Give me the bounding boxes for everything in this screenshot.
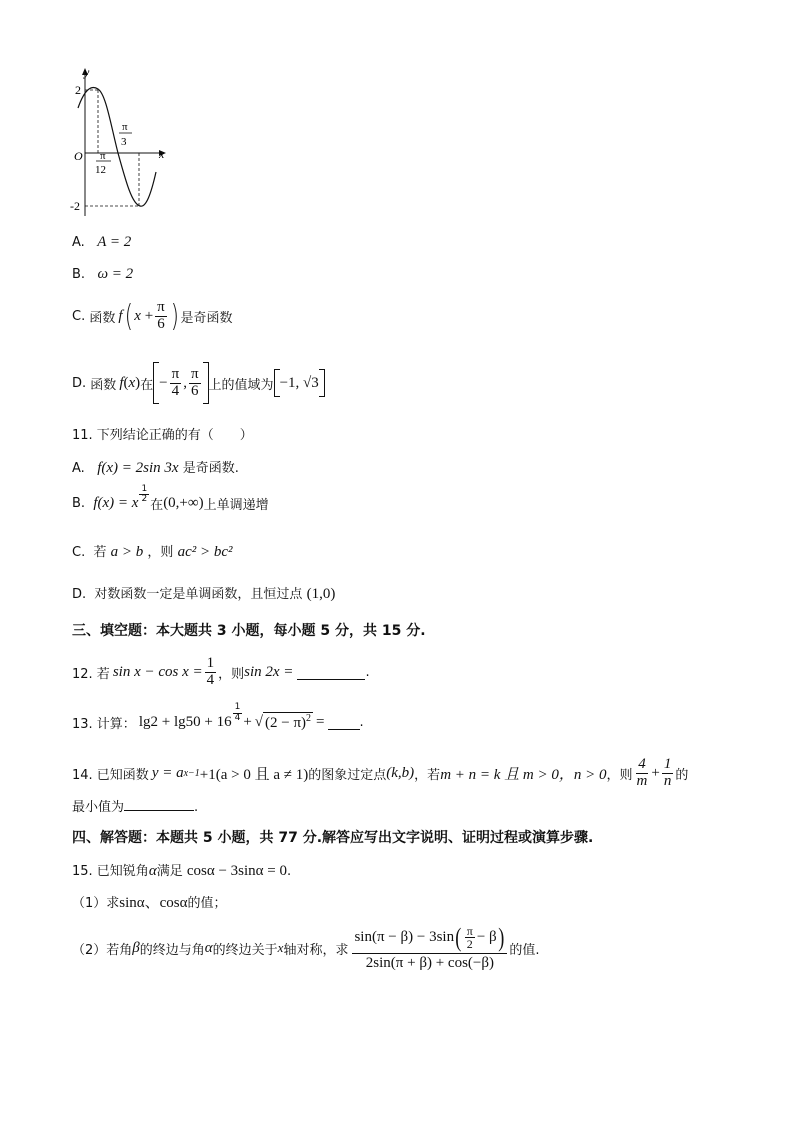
section-4-heading: 四、解答题：本题共 5 小题，共 77 分.解答应写出文字说明、证明过程或演算步骤. xyxy=(72,830,594,846)
q-text: ，则 xyxy=(218,666,245,682)
q10-option-b xyxy=(72,266,133,283)
q-text: 的 xyxy=(675,767,689,783)
q15-stem xyxy=(72,860,291,880)
frac-den: 6 xyxy=(157,316,165,332)
option-label: B. xyxy=(72,496,86,512)
frac-num: π xyxy=(171,365,180,382)
exp-num: 1 xyxy=(141,484,148,494)
frac-num: 4 xyxy=(638,756,646,772)
option-text: 在 xyxy=(150,498,164,514)
graph-svg xyxy=(70,64,180,224)
q-text: （2）若角 xyxy=(72,942,133,958)
option-text: 函数 xyxy=(89,311,116,326)
frac-den: 4 xyxy=(206,671,215,688)
x1-den: 12 xyxy=(95,164,106,176)
q10-option-c: C. 函数 f ( x + $\frac{\pi}{6}$ ) 是奇函数 xyxy=(72,299,233,334)
q-expr: = xyxy=(316,713,325,730)
q-text: . xyxy=(365,664,370,680)
q14-line1: 14. 已知函数 y = a x−1 +1(a > 0 且 a ≠ 1) 的图象过定点 (k,b) ，若 m + n = k 且 m > 0，n > 0 ，则 $\frac{4}{m}$ + $\frac{1}{n}$ 的 xyxy=(72,756,689,789)
option-label: A. xyxy=(72,461,85,476)
x1-num: π xyxy=(100,150,106,162)
q-expr: + xyxy=(243,713,252,730)
q-text: ，则 xyxy=(606,767,633,783)
q-text: . xyxy=(359,714,364,730)
q-text: 的值. xyxy=(509,942,540,958)
q14-line2 xyxy=(72,796,198,815)
big-fraction: sin(π − β) − 3sin ( $\frac{\pi}{2}$ − β ) 2sin(π + β) + cos(−β) xyxy=(352,924,507,972)
q11-option-a xyxy=(72,457,239,477)
exp-num: 1 xyxy=(234,702,241,713)
q-expr: y = a xyxy=(151,764,184,781)
option-text: 若 xyxy=(93,545,107,560)
frac-den: 4 xyxy=(171,382,180,399)
q-expr: α xyxy=(204,939,213,956)
q13: 13. 计算： lg2 + lg50 + 16 $\frac{1}{4}$ + √ $(2 - \pi)^2$ = . xyxy=(72,702,364,732)
option-expr: ω = 2 xyxy=(97,266,134,282)
section-3-heading: 三、填空题：本大题共 3 小题，每小题 5 分，共 15 分. xyxy=(72,623,426,639)
option-expr: a > b xyxy=(110,544,144,560)
q-expr: sin 2x = xyxy=(244,663,294,680)
q-text: 14. 已知函数 xyxy=(72,767,149,783)
q-expr: sinα、cosα xyxy=(119,895,188,911)
q-text: 的值； xyxy=(187,896,227,911)
q-expr: x xyxy=(277,940,284,956)
option-expr: f(x) = x xyxy=(93,495,139,512)
exp: x−1 xyxy=(183,767,200,779)
frac-num: π xyxy=(157,299,165,316)
q-text: 轴对称，求 xyxy=(283,942,349,958)
max-label: 2 xyxy=(75,83,81,97)
option-text: 上单调递增 xyxy=(203,498,269,514)
root-expr: (2 − π) xyxy=(265,715,307,731)
option-text: 是奇函数. xyxy=(182,461,239,476)
frac-num: 1 xyxy=(206,655,215,671)
answer-blank xyxy=(328,715,360,730)
q-expr: cosα − 3sinα = 0 xyxy=(186,863,287,879)
frac-den: n xyxy=(663,772,672,789)
y-label: y xyxy=(84,65,90,79)
q-expr: (k,b) xyxy=(386,764,415,781)
q15-part1 xyxy=(72,891,227,912)
q11-option-c xyxy=(72,541,233,561)
q-text: 的终边关于 xyxy=(212,942,278,958)
x-label: x xyxy=(159,147,165,161)
option-expr: f(x) = 2sin 3x xyxy=(97,460,179,476)
q-expr: sin x − cos x = xyxy=(112,663,203,680)
q11-option-b xyxy=(72,484,269,514)
exp-den: 2 xyxy=(141,494,148,505)
q-text: . xyxy=(194,800,199,815)
q15-part2 xyxy=(72,924,539,972)
option-text: 对数函数一定是单调函数，且恒过点 xyxy=(94,587,303,602)
q-text: . xyxy=(286,864,292,879)
sine-curve xyxy=(78,87,156,206)
q-text: 15. 已知锐角 xyxy=(72,864,149,879)
option-text: ，则 xyxy=(147,545,174,560)
frac-num-part: − β xyxy=(476,928,497,945)
option-label: C. xyxy=(72,309,86,324)
q-text: 的终边与角 xyxy=(139,942,205,958)
exp-den: 4 xyxy=(234,712,241,723)
option-label: A. xyxy=(72,235,85,250)
option-text: 在 xyxy=(140,377,154,393)
frac-num: 1 xyxy=(663,756,672,772)
option-label: C. xyxy=(72,545,86,560)
q-text: 的图象过定点 xyxy=(308,767,387,783)
frac-num-part: sin(π − β) − 3sin xyxy=(354,928,455,945)
q-expr: β xyxy=(132,939,140,956)
frac-den: m xyxy=(636,772,648,789)
q10-option-d: D. 函数 f ( x ) 在 − $\frac{\pi}{4}$ , $\frac{\pi}{6}$ 上的值域为 −1, √3 xyxy=(72,362,325,404)
q-expr: α xyxy=(148,863,157,879)
q-text: 满足 xyxy=(156,864,183,879)
q10-option-a xyxy=(72,234,131,251)
q-text: 13. 计算： xyxy=(72,716,136,732)
q-expr: m + n = k 且 m > 0，n > 0 xyxy=(440,766,607,783)
answer-blank xyxy=(124,796,194,811)
sine-graph xyxy=(70,64,180,224)
point-expr: (1,0) xyxy=(306,586,336,602)
q11-stem: 11. 下列结论正确的有（ ） xyxy=(72,428,253,443)
frac-num: π xyxy=(466,923,473,938)
range-expr: −1, √3 xyxy=(279,374,319,391)
q-text: 最小值为 xyxy=(72,800,125,815)
option-text: 是奇函数 xyxy=(180,311,233,326)
frac-den: 6 xyxy=(191,382,199,399)
frac-den: 2sin(π + β) + cos(−β) xyxy=(365,955,494,972)
option-expr: ac² > bc² xyxy=(177,544,233,560)
q-expr: +1(a > 0 且 a ≠ 1) xyxy=(199,766,309,783)
frac-den: 2 xyxy=(466,937,473,952)
option-label: D. xyxy=(72,375,87,391)
q-text: 12. 若 xyxy=(72,666,110,682)
option-text: 上的值域为 xyxy=(208,377,274,393)
x2-den: 3 xyxy=(121,136,127,148)
frac-num: π xyxy=(190,365,199,382)
option-label: D. xyxy=(72,587,87,602)
option-expr: A = 2 xyxy=(97,234,132,250)
q11-option-d xyxy=(72,583,335,603)
q-expr: lg2 + lg50 + 16 xyxy=(138,713,232,730)
answer-blank xyxy=(297,665,365,680)
q-text: （1）求 xyxy=(72,896,120,911)
origin-label: O xyxy=(74,149,83,163)
option-label: B. xyxy=(72,267,86,282)
option-text: 函数 xyxy=(90,377,117,393)
q12 xyxy=(72,656,370,689)
q-text: ，若 xyxy=(414,767,441,783)
interval-expr: (0,+∞) xyxy=(163,495,204,512)
x2-num: π xyxy=(122,121,128,133)
min-label: -2 xyxy=(70,199,80,213)
